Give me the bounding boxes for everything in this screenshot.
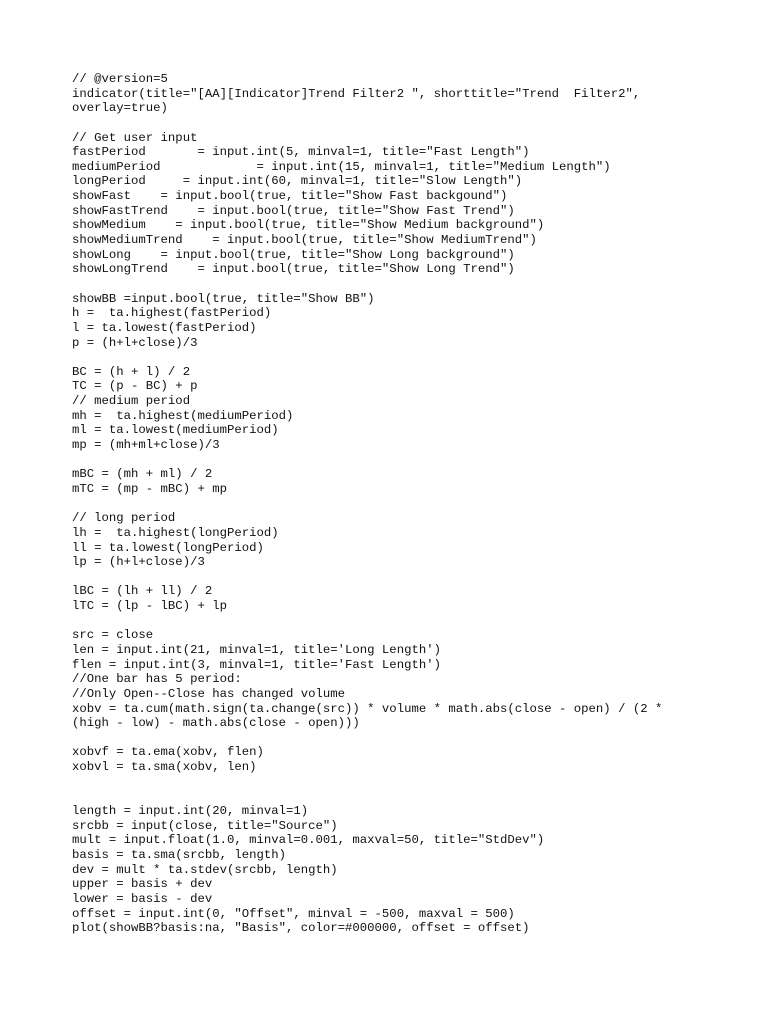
code-line: xobv = ta.cum(math.sign(ta.change(src)) * volume * math.abs(close - open) / (2 * xyxy=(72,701,663,716)
code-line: showLongTrend = input.bool(true, title="Show Long Trend") xyxy=(72,262,515,277)
code-line: // long period xyxy=(72,511,176,526)
code-line: lBC = (lh + ll) / 2 xyxy=(72,584,213,599)
code-line: mult = input.float(1.0, minval=0.001, maxval=50, title="StdDev") xyxy=(72,833,545,848)
blank-line xyxy=(72,277,732,292)
code-line: TC = (p - BC) + p xyxy=(72,379,198,394)
code-line: ll = ta.lowest(longPeriod) xyxy=(72,540,264,555)
code-line: lp = (h+l+close)/3 xyxy=(72,555,205,570)
code-line: showMedium = input.bool(true, title="Show Medium background") xyxy=(72,218,545,233)
blank-line xyxy=(72,570,732,585)
code-line: mTC = (mp - mBC) + mp xyxy=(72,481,227,496)
code-line: // Get user input xyxy=(72,130,198,145)
code-line: p = (h+l+close)/3 xyxy=(72,335,198,350)
code-line: basis = ta.sma(srcbb, length) xyxy=(72,847,287,862)
code-line: xobvf = ta.ema(xobv, flen) xyxy=(72,745,264,760)
blank-line xyxy=(72,350,732,365)
code-line: src = close xyxy=(72,628,154,643)
code-line: // medium period xyxy=(72,394,191,409)
code-line: length = input.int(20, minval=1) xyxy=(72,804,309,819)
code-line: ml = ta.lowest(mediumPeriod) xyxy=(72,423,279,438)
code-line: lTC = (lp - lBC) + lp xyxy=(72,599,227,614)
code-line: // @version=5 xyxy=(72,72,168,86)
code-line: showFast = input.bool(true, title="Show Fast backgound") xyxy=(72,189,508,204)
code-line: plot(showBB?basis:na, "Basis", color=#000000, offset = offset) xyxy=(72,921,530,936)
blank-line xyxy=(72,497,732,512)
code-line: upper = basis + dev xyxy=(72,877,213,892)
blank-line xyxy=(72,775,732,790)
blank-line xyxy=(72,453,732,468)
code-line: dev = mult * ta.stdev(srcbb, length) xyxy=(72,862,338,877)
code-line: showLong = input.bool(true, title="Show Long background") xyxy=(72,247,515,262)
code-line: overlay=true) xyxy=(72,101,168,116)
code-line: mediumPeriod = input.int(15, minval=1, title="Medium Length") xyxy=(72,159,611,174)
code-line: //Only Open--Close has changed volume xyxy=(72,686,346,701)
code-line: flen = input.int(3, minval=1, title='Fast Length') xyxy=(72,657,441,672)
blank-line xyxy=(72,731,732,746)
blank-line xyxy=(72,614,732,629)
code-line: len = input.int(21, minval=1, title='Long Length') xyxy=(72,642,441,657)
code-line: indicator(title="[AA][Indicator]Trend Filter2 ", shorttitle="Trend Filter2", xyxy=(72,86,641,101)
code-listing xyxy=(72,72,732,936)
blank-line xyxy=(72,116,732,131)
code-line: xobvl = ta.sma(xobv, len) xyxy=(72,760,257,775)
code-line: showBB =input.bool(true, title="Show BB") xyxy=(72,291,375,306)
code-line: mp = (mh+ml+close)/3 xyxy=(72,438,220,453)
code-line: mh = ta.highest(mediumPeriod) xyxy=(72,408,294,423)
code-line: srcbb = input(close, title="Source") xyxy=(72,818,338,833)
code-line: longPeriod = input.int(60, minval=1, title="Slow Length") xyxy=(72,174,523,189)
code-line: offset = input.int(0, "Offset", minval = -500, maxval = 500) xyxy=(72,906,515,921)
code-line: //One bar has 5 period: xyxy=(72,672,242,687)
code-line: lh = ta.highest(longPeriod) xyxy=(72,525,279,540)
code-line: lower = basis - dev xyxy=(72,891,213,906)
code-line: (high - low) - math.abs(close - open))) xyxy=(72,716,360,731)
code-line: h = ta.highest(fastPeriod) xyxy=(72,306,272,321)
code-line: l = ta.lowest(fastPeriod) xyxy=(72,320,257,335)
code-line: showMediumTrend = input.bool(true, title="Show MediumTrend") xyxy=(72,233,537,248)
code-line: showFastTrend = input.bool(true, title="Show Fast Trend") xyxy=(72,203,515,218)
code-line: fastPeriod = input.int(5, minval=1, title="Fast Length") xyxy=(72,145,530,160)
blank-line xyxy=(72,789,732,804)
code-line: BC = (h + l) / 2 xyxy=(72,364,191,379)
code-line: mBC = (mh + ml) / 2 xyxy=(72,467,213,482)
